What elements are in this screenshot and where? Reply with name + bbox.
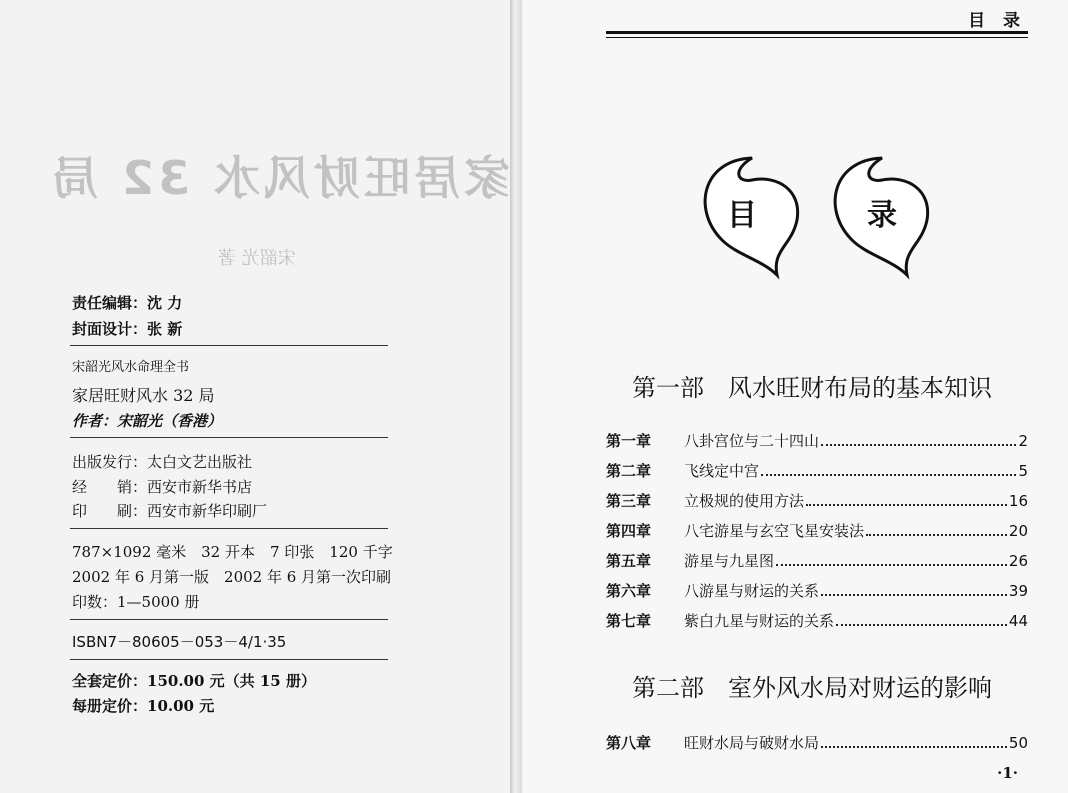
leader-dots [821,594,1007,596]
series-name: 宋韶光风水命理全书 [72,360,190,375]
chapter-page: 44 [1008,612,1028,630]
book-title: 家居旺财风水 32 局 [72,386,215,405]
price-set-label: 全套定价： [72,672,148,690]
toc-entry [606,580,1028,604]
price-volume-value: 10.00 元 [147,697,215,715]
page-number: ·1· [997,764,1018,782]
leader-dots [821,746,1007,748]
leader-dots [806,504,1007,506]
leader-dots [776,564,1007,566]
header-rule [606,37,1028,38]
distributor-line [72,476,252,497]
chapter-title: 飞线定中宫 [684,462,760,480]
left-page [0,0,510,793]
divider [70,345,388,346]
chapter-number: 第八章 [606,734,652,752]
book-gutter [510,0,522,793]
leader-dots [821,444,1016,446]
spec-edition: 2002 年 6 月第一版 2002 年 6 月第一次印刷 [72,568,392,586]
chapter-title: 八卦宫位与二十四山 [684,432,820,450]
price-volume [72,695,214,716]
publisher-label: 出版发行： [72,453,148,471]
header-rule [606,31,1028,34]
divider [70,528,388,529]
credit-cover-value: 张 新 [147,320,183,338]
bleed-through-title: 家居旺财风水 32 局 [48,151,510,205]
toc-entry [606,520,1028,544]
chapter-number: 第四章 [606,522,652,540]
part-title: 第二部 室外风水局对财运的影响 [632,674,992,702]
credit-cover-design [72,318,182,339]
chapter-title: 八宅游星与玄空飞星安装法 [684,522,865,540]
chapter-title: 立极规的使用方法 [684,492,805,510]
part-title: 第一部 风水旺财布局的基本知识 [632,374,992,402]
divider [70,659,388,660]
toc-entry [606,610,1028,634]
chapter-page: 16 [1008,492,1028,510]
isbn: ISBN7－80605－053－4/1·35 [72,633,287,651]
bleed-through-author: 宋韶光 著 [218,248,296,269]
toc-emblem [682,150,952,280]
printer-value: 西安市新华印刷厂 [147,502,268,520]
divider [70,437,388,438]
credit-cover-label: 封面设计： [72,320,148,338]
right-page [522,0,1068,793]
chapter-number: 第二章 [606,462,652,480]
chapter-page: 2 [1018,432,1028,450]
price-set [72,670,316,691]
publisher-value: 太白文艺出版社 [147,453,253,471]
chapter-page: 50 [1008,734,1028,752]
chapter-number: 第七章 [606,612,652,630]
price-set-value: 150.00 元（共 15 册） [147,672,316,690]
spec-print-run: 印数：1—5000 册 [72,593,200,611]
emblem-char-right: 录 [867,198,897,233]
divider [70,619,388,620]
publisher-line [72,451,252,472]
chapter-title: 旺财水局与破财水局 [684,734,820,752]
chapter-page: 5 [1018,462,1028,480]
chapter-number: 第一章 [606,432,652,450]
leader-dots [866,534,1007,536]
toc-entry [606,732,1028,756]
price-volume-label: 每册定价： [72,697,148,715]
chapter-page: 26 [1008,552,1028,570]
chapter-number: 第三章 [606,492,652,510]
chapter-page: 39 [1008,582,1028,600]
toc-entry [606,490,1028,514]
chapter-number: 第五章 [606,552,652,570]
printer-label: 印 刷： [72,502,148,520]
distributor-value: 西安市新华书店 [147,478,253,496]
credit-editor-label: 责任编辑： [72,294,148,312]
printer-line [72,500,267,521]
chapter-title: 八游星与财运的关系 [684,582,820,600]
leader-dots [761,474,1016,476]
leader-dots [836,624,1007,626]
distributor-label: 经 销： [72,478,148,496]
credit-editor-value: 沈 力 [147,294,183,312]
toc-entry [606,550,1028,574]
toc-entry [606,430,1028,454]
spec-format: 787×1092 毫米 32 开本 7 印张 120 千字 [72,543,393,561]
toc-entry [606,460,1028,484]
author-line: 作者：宋韶光（香港） [72,412,223,430]
chapter-number: 第六章 [606,582,652,600]
toc-header: 目 录 [968,11,1026,31]
chapter-page: 20 [1008,522,1028,540]
emblem-char-left: 目 [727,198,757,233]
credit-editor [72,292,182,313]
chapter-title: 紫白九星与财运的关系 [684,612,835,630]
chapter-title: 游星与九星图 [684,552,775,570]
